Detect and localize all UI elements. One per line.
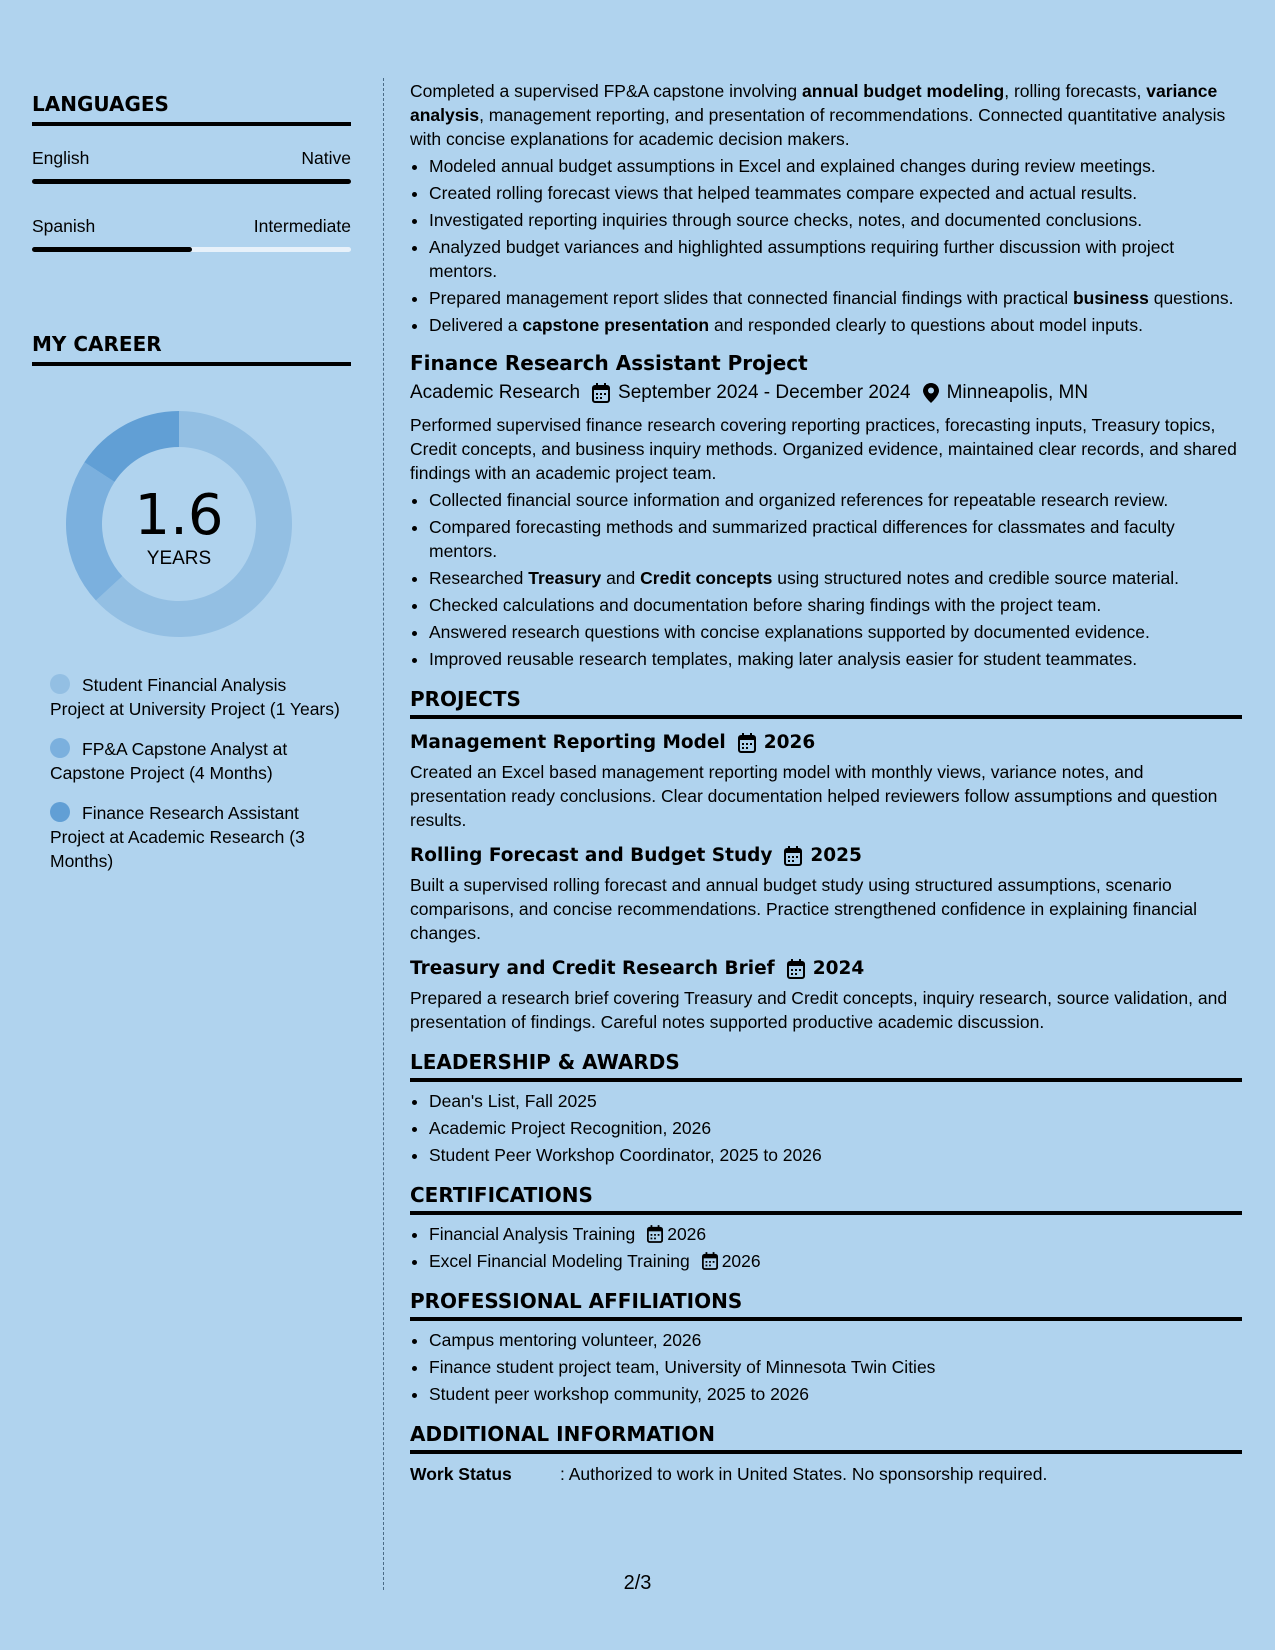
certifications-heading: CERTIFICATIONS [410, 1183, 1242, 1215]
bullet-item [429, 313, 1242, 337]
legend-label: FP&A Capstone Analyst at Capstone Project (4 Months) [50, 739, 288, 783]
bold-text: business [1072, 288, 1149, 308]
legend-dot-icon [50, 674, 70, 694]
additional-heading: ADDITIONAL INFORMATION [410, 1422, 1242, 1454]
language-proficiency-fill [32, 179, 351, 184]
bullet-item: • Investigated reporting inquiries through source checks, notes, and documented conclusions. [429, 208, 1242, 232]
language-proficiency-bar [32, 247, 351, 252]
capstone-description [410, 79, 1242, 151]
donut-center [66, 411, 292, 637]
project-year: 2024 [812, 958, 865, 979]
legend-item [50, 737, 340, 785]
language-name: Spanish [32, 216, 96, 236]
text: and [601, 568, 641, 588]
calendar-icon [787, 959, 805, 979]
list-item: • Student Peer Workshop Coordinator, 2025 to 2026 [429, 1143, 1242, 1167]
language-proficiency-fill [32, 247, 192, 252]
capstone-bullets [410, 154, 1242, 337]
bullet-item: • Compared forecasting methods and summarized practical differences for classmates and faculty mentors. [429, 515, 1242, 563]
certifications-section [410, 1183, 1242, 1273]
bullet-item: • Created rolling forecast views that helped teammates compare expected and actual results. [429, 181, 1242, 205]
text: questions. [1148, 288, 1234, 308]
text: and responded clearly to questions about model inputs. [709, 315, 1144, 335]
legend-item [50, 673, 340, 721]
legend-label: Student Financial Analysis Project at University Project (1 Years) [50, 675, 340, 719]
career-section [32, 332, 351, 873]
project-year: 2026 [763, 732, 816, 753]
certification-name: • Excel Financial Modeling Training [429, 1251, 690, 1271]
certification-year: 2026 [721, 1251, 761, 1271]
bullet-item: • Analyzed budget variances and highlighted assumptions requiring further discussion with project mentors. [429, 235, 1242, 283]
list-item: • Student peer workshop community, 2025 to 2026 [429, 1382, 1242, 1406]
text: using structured notes and credible source material. [772, 568, 1179, 588]
page-number: 2/3 [623, 1572, 652, 1594]
job-description: Performed supervised finance research covering reporting practices, forecasting inputs, Treasury topics, Credit concepts, and business inquiry methods. Organized evidence, maintained clear records, and shared findings with an academic project team. [410, 415, 1237, 483]
bullet-item: • Modeled annual budget assumptions in Excel and explained changes during review meetings. [429, 154, 1242, 178]
bullet-item: • Checked calculations and documentation before sharing findings with the project team. [429, 593, 1242, 617]
language-level: Native [301, 148, 351, 168]
language-english [32, 148, 351, 184]
leadership-section [410, 1050, 1242, 1167]
languages-section [32, 92, 351, 252]
language-proficiency-bar [32, 179, 351, 184]
left-column [32, 92, 351, 889]
project-name: Treasury and Credit Research Brief [410, 958, 775, 979]
research-experience [410, 349, 1242, 671]
language-name: English [32, 148, 90, 168]
languages-heading: LANGUAGES [32, 92, 351, 126]
work-status-label: Work Status [410, 1464, 512, 1484]
capstone-experience [410, 79, 1242, 337]
certification-name: • Financial Analysis Training [429, 1224, 636, 1244]
career-total-years: 1.6 [134, 483, 224, 548]
bullet-item: • Collected financial source information and organized references for repeatable research review. [429, 488, 1242, 512]
calendar-icon [702, 1252, 718, 1270]
project-description: Created an Excel based management reporting model with monthly views, variance notes, and presentation ready conclusions. Clear documentation helped reviewers follow assumptions and question results. [410, 762, 1218, 830]
calendar-icon [738, 733, 756, 753]
job-bullets [410, 488, 1242, 671]
list-item [429, 1249, 1242, 1273]
certification-year: 2026 [667, 1224, 707, 1244]
text: , management reporting, and presentation of recommendations. Connected quantitative analysis with concise explanations for academic decision makers. [410, 105, 1226, 149]
affiliations-heading: PROFESSIONAL AFFILIATIONS [410, 1289, 1242, 1321]
job-location: Minneapolis, MN [946, 382, 1089, 403]
text: Prepared management report slides that connected financial findings with practical [429, 288, 1073, 308]
project-name: Management Reporting Model [410, 732, 726, 753]
list-item: • Finance student project team, University of Minnesota Twin Cities [429, 1355, 1242, 1379]
legend-dot-icon [50, 802, 70, 822]
list-item [429, 1222, 1242, 1246]
calendar-icon [592, 383, 610, 403]
legend-dot-icon [50, 738, 70, 758]
job-dates: September 2024 - December 2024 [618, 382, 911, 403]
bullet-item: • Answered research questions with concise explanations supported by documented evidence. [429, 620, 1242, 644]
calendar-icon [784, 846, 802, 866]
legend-label: Finance Research Assistant Project at Academic Research (3 Months) [50, 803, 305, 871]
text: Completed a supervised FP&A capstone involving [410, 81, 803, 101]
work-status-row [410, 1462, 1242, 1486]
project-name: Rolling Forecast and Budget Study [410, 845, 773, 866]
bullet-item: • Improved reusable research templates, making later analysis easier for student teammates. [429, 647, 1242, 671]
bullet-item [429, 286, 1242, 310]
map-pin-icon [923, 383, 939, 403]
text: Delivered a [429, 315, 523, 335]
additional-section [410, 1422, 1242, 1486]
affiliations-list [410, 1328, 1242, 1406]
list-item: • Academic Project Recognition, 2026 [429, 1116, 1242, 1140]
bold-text: Treasury [528, 568, 602, 588]
text: , rolling forecasts, [1004, 81, 1147, 101]
bold-text: capstone presentation [522, 315, 710, 335]
project-item [410, 955, 1242, 1034]
bullet-item [429, 566, 1242, 590]
project-item [410, 729, 1242, 832]
legend-item [50, 801, 340, 873]
certifications-list [410, 1222, 1242, 1273]
bold-text: variance analysis [410, 81, 1218, 125]
language-level: Intermediate [253, 216, 351, 236]
career-heading: MY CAREER [32, 332, 351, 366]
leadership-heading: LEADERSHIP & AWARDS [410, 1050, 1242, 1082]
projects-heading: PROJECTS [410, 687, 1242, 719]
list-item: • Campus mentoring volunteer, 2026 [429, 1328, 1242, 1352]
column-divider [383, 78, 384, 1590]
career-donut-chart [66, 411, 292, 637]
text: Researched [429, 568, 529, 588]
affiliations-section [410, 1289, 1242, 1406]
project-year: 2025 [810, 845, 862, 866]
project-description: Built a supervised rolling forecast and annual budget study using structured assumptions, scenario comparisons, and concise recommendations. Practice strengthened confidence in explaining financial changes. [410, 875, 1197, 943]
career-legend [50, 673, 340, 873]
projects-section [410, 687, 1242, 1034]
calendar-icon [647, 1225, 663, 1243]
career-total-unit: YEARS [146, 548, 212, 569]
bold-text: annual budget modeling [802, 81, 1005, 101]
bold-text: Credit concepts [640, 568, 773, 588]
language-spanish [32, 216, 351, 252]
project-item [410, 842, 1242, 945]
list-item: • Dean's List, Fall 2025 [429, 1089, 1242, 1113]
work-status-value: : Authorized to work in United States. No sponsorship required. [560, 1464, 1048, 1484]
leadership-list [410, 1089, 1242, 1167]
project-description: Prepared a research brief covering Treasury and Credit concepts, inquiry research, source validation, and presentation of findings. Careful notes supported productive academic discussion. [410, 988, 1228, 1032]
job-title: Finance Research Assistant Project [410, 351, 808, 375]
right-column [410, 79, 1242, 1486]
job-meta [410, 379, 1242, 407]
job-organization: Academic Research [410, 382, 581, 403]
